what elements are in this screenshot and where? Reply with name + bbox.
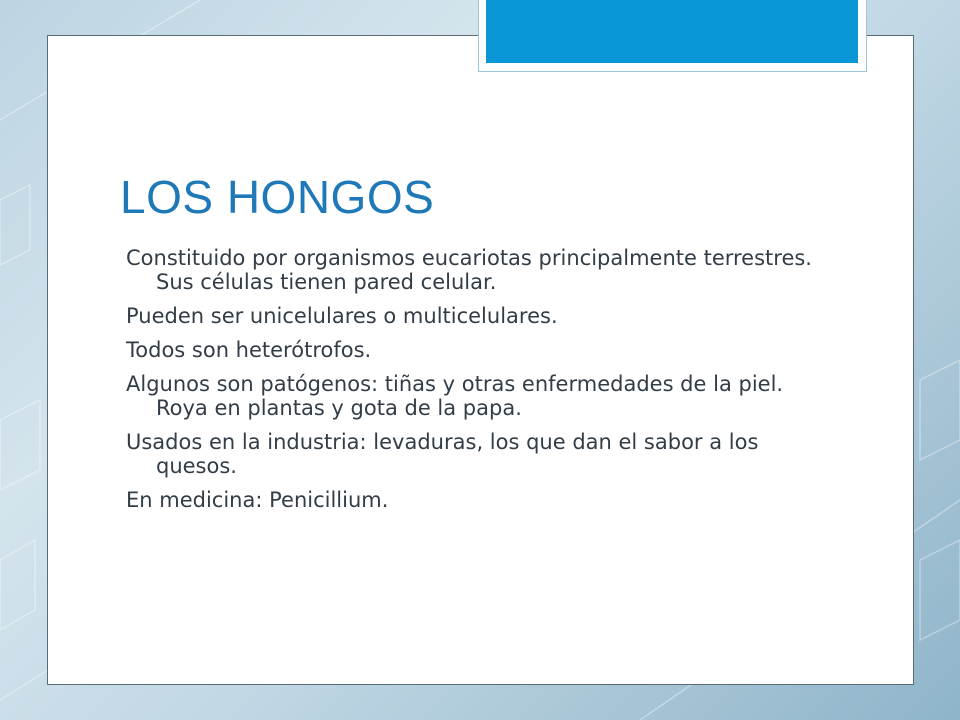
bullet-item: Todos son heterótrofos.: [126, 338, 372, 362]
bullet-list: [126, 246, 826, 522]
slide-title: LOS HONGOS: [120, 171, 435, 223]
bullet-item: En medicina: Penicillium.: [126, 488, 389, 512]
accent-block: [486, 0, 858, 63]
bullet-item: Constituido por organismos eucariotas principalmente terrestres. Sus células tienen pared celular.: [126, 246, 812, 294]
bullet-item: Usados en la industria: levaduras, los que dan el sabor a los quesos.: [126, 430, 759, 478]
bullet-item: Pueden ser unicelulares o multicelulares.: [126, 304, 558, 328]
bullet-item: Algunos son patógenos: tiñas y otras enfermedades de la piel. Roya en plantas y gota de la papa.: [126, 372, 784, 420]
